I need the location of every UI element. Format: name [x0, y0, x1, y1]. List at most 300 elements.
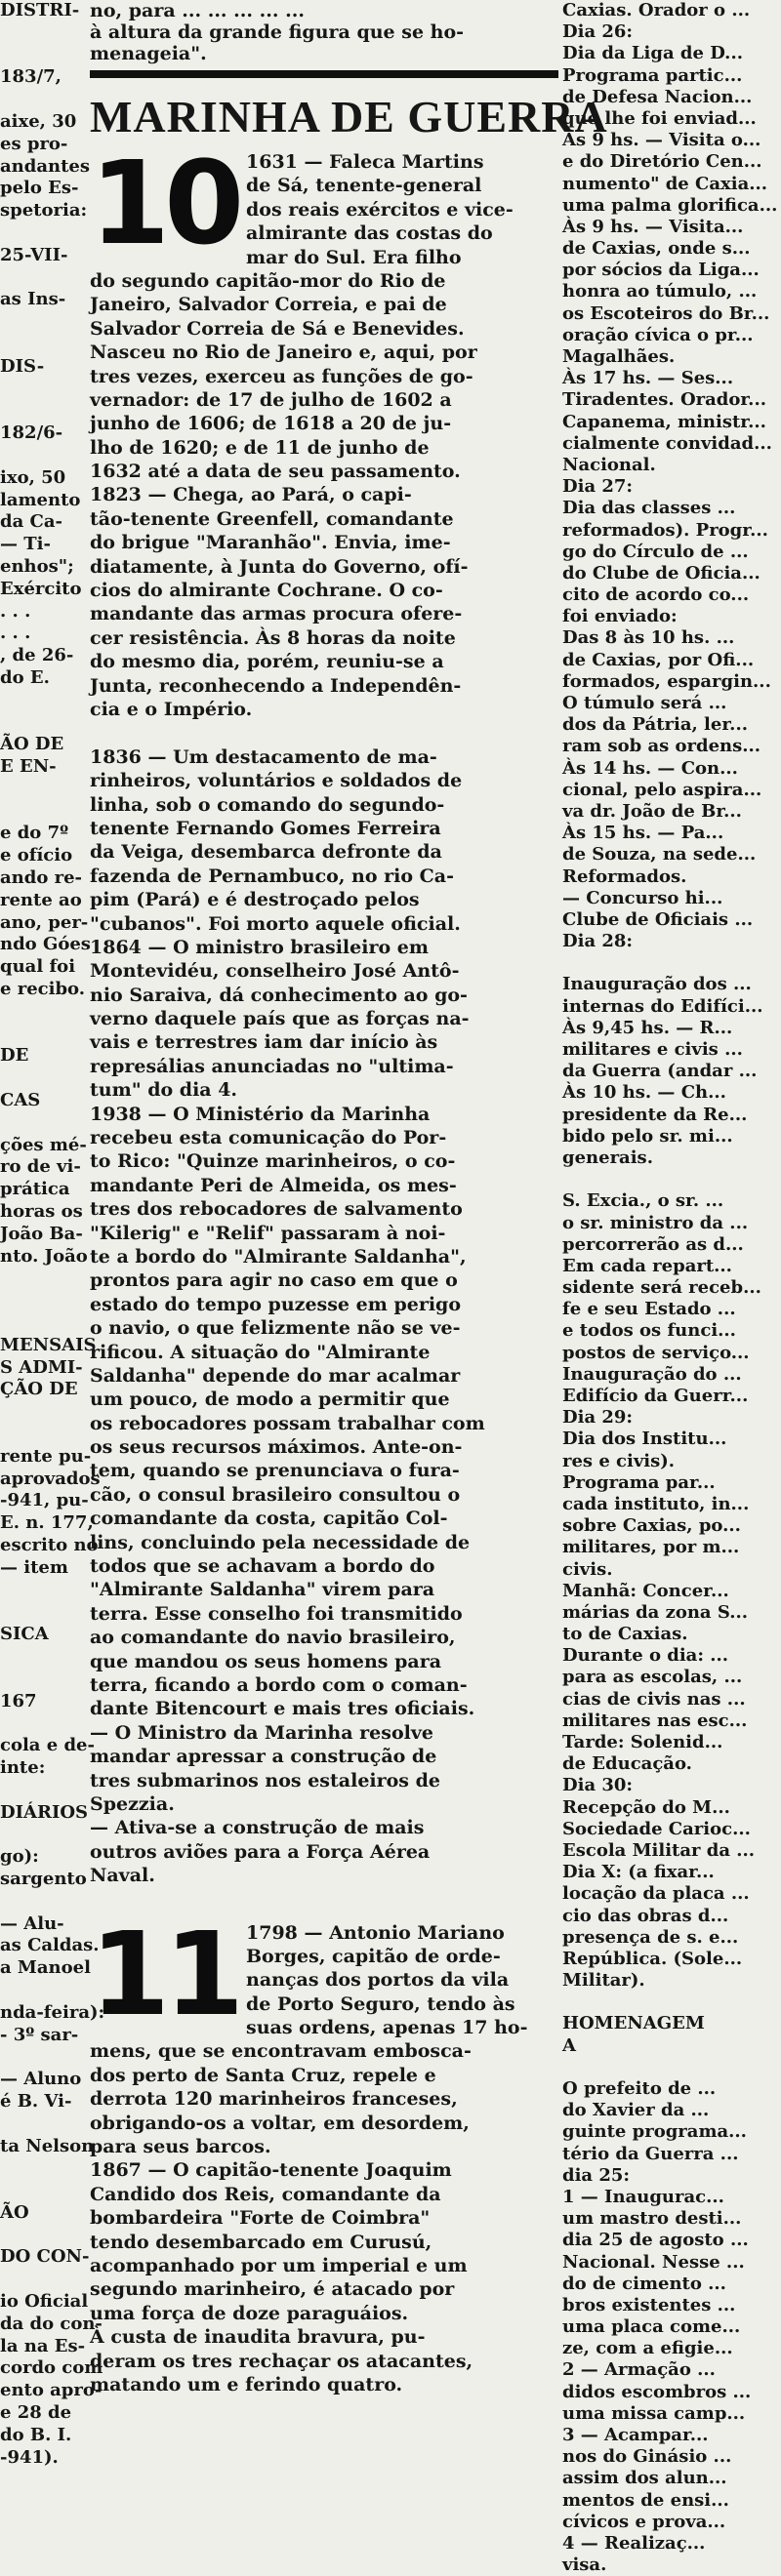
text-line: ndo Góes — [0, 934, 91, 955]
text-line: Magalhães. — [562, 346, 676, 367]
text-line: Borges, capitão de orde- — [246, 1945, 501, 1967]
text-line: de Caxias, por Ofi... — [562, 649, 755, 670]
text-line: E. n. 177, — [0, 1512, 94, 1534]
text-line: ixo, 50 — [0, 466, 66, 488]
text-line: almirante das costas do — [246, 222, 493, 245]
text-line: Naval. — [90, 1865, 155, 1887]
text-line: ro de vi- — [0, 1156, 81, 1178]
text-line: ÃO DE — [0, 734, 64, 755]
text-line: ano, per- — [0, 911, 89, 933]
text-line: cios do almirante Cochrane. O co- — [90, 580, 443, 602]
text-line: CAS — [0, 1090, 41, 1111]
text-line — [0, 2157, 82, 2180]
text-line: Spezzia. — [90, 1792, 175, 1815]
text-line: DE — [0, 1045, 29, 1067]
text-line: bros existentes ... — [562, 2294, 736, 2315]
text-line — [0, 2046, 82, 2069]
text-line: de Educação. — [562, 1753, 692, 1775]
text-line: bombardeira "Forte de Coimbra" — [90, 2207, 431, 2230]
text-line: derrota 120 marinheiros franceses, — [90, 2088, 458, 2111]
text-line: dante Bitencourt e mais tres oficiais. — [90, 1698, 475, 1720]
text-line — [0, 45, 82, 67]
text-line: te a bordo do "Almirante Saldanha", — [90, 1245, 467, 1268]
text-line: 183/7, — [0, 66, 62, 88]
text-line: nos do Ginásio ... — [562, 2446, 732, 2468]
text-line: E EN- — [0, 756, 57, 778]
text-line: todos que se achavam a bordo do — [90, 1555, 435, 1578]
text-line: O túmulo será ... — [562, 693, 727, 713]
text-line — [0, 1646, 82, 1669]
text-line: internas do Edifíci... — [562, 995, 763, 1017]
text-line: cão, o consul brasileiro consultou o — [90, 1483, 461, 1506]
text-line: - 3º sar- — [0, 2024, 79, 2045]
day-11-block — [90, 1906, 558, 2397]
text-line: mandante das armas procura ofere- — [90, 603, 463, 625]
text-line: ao comandante do navio brasileiro, — [90, 1627, 456, 1649]
text-line: do segundo capitão-mor do Rio de — [90, 269, 446, 292]
text-line: "Almirante Saldanha" virem para — [90, 1579, 435, 1601]
text-line: foi enviado: — [562, 606, 678, 627]
text-line: cívicos e prova... — [562, 2511, 726, 2532]
text-line: S. Excia., o sr. ... — [562, 1190, 724, 1212]
text-line: ÇÃO DE — [0, 1379, 78, 1400]
text-line: 167 — [0, 1690, 37, 1711]
text-line: didos escombros ... — [562, 2381, 752, 2402]
text-line: diatamente, à Junta do Governo, ofí- — [90, 555, 469, 578]
text-line: qual foi — [0, 956, 76, 978]
text-line: go): — [0, 1846, 39, 1868]
text-line: DISTRI- — [0, 0, 80, 20]
text-line: militares, por m... — [562, 1537, 740, 1558]
text-line — [0, 1424, 82, 1446]
text-line: DIÁRIOS — [0, 1801, 89, 1823]
text-line: 1823 — Chega, ao Pará, o capi- — [90, 484, 412, 506]
text-line: presidente da Re... — [562, 1104, 748, 1125]
text-line: — Concurso hi... — [562, 887, 723, 908]
text-line: para as escolas, ... — [562, 1667, 743, 1688]
text-line: -941). — [0, 2446, 59, 2468]
text-line — [562, 1992, 781, 2013]
text-line: . . . — [0, 600, 31, 622]
text-line: S ADMI- — [0, 1356, 83, 1378]
text-line: cada instituto, in... — [562, 1493, 750, 1514]
text-line: para seus barcos. — [90, 2136, 271, 2158]
text-line: da do con- — [0, 2313, 103, 2334]
text-line — [0, 311, 82, 334]
text-line: reformados). Progr... — [562, 519, 768, 541]
text-line: lins, concluindo pela necessidade de — [90, 1531, 471, 1553]
text-line: da Veiga, desembarca defronte da — [90, 841, 442, 864]
text-line: . . . — [0, 623, 31, 644]
text-line: fazenda de Pernambuco, no rio Ca- — [90, 865, 454, 887]
right-column-text — [562, 0, 781, 2576]
text-line: "cubanos". Foi morto aquele oficial. — [90, 912, 461, 935]
text-line: pelo Es- — [0, 178, 79, 199]
text-line: Caxias. Orador o ... — [562, 0, 751, 20]
text-line: vais e terrestres iam dar início às — [90, 1031, 438, 1054]
text-line: República. (Sole... — [562, 1948, 743, 1969]
text-line: — item — [0, 1556, 68, 1578]
text-line: cialmente convidad... — [562, 432, 772, 454]
text-line: mens, que se encontravam emboscа- — [90, 2040, 472, 2063]
text-line: tenente Fernando Gomes Ferreira — [90, 817, 441, 839]
text-line: assim dos alun... — [562, 2468, 727, 2489]
text-line: estado do tempo puzesse em perigo — [90, 1293, 461, 1315]
right-column — [562, 0, 781, 2576]
text-line: dos perto de Santa Cruz, repele e — [90, 2064, 436, 2086]
text-line: cito de acordo co... — [562, 584, 750, 606]
text-line: res e civis). — [562, 1450, 676, 1471]
text-line: Às 14 hs. — Con... — [562, 757, 738, 779]
text-line: Saldanha" depende do mar acalmar — [90, 1364, 461, 1387]
text-line: o sr. ministro da ... — [562, 1212, 749, 1233]
text-line: Clube de Oficiais ... — [562, 908, 754, 930]
text-line: oração cívica o pr... — [562, 324, 754, 345]
text-line — [0, 1580, 82, 1602]
text-line: os rebocadores possam trabalhar com — [90, 1412, 485, 1434]
text-line: 1867 — O capitão-tenente Joaquim — [90, 2159, 452, 2182]
text-line: recebeu esta comunicação do Por- — [90, 1127, 447, 1149]
text-line: uma força de doze paraguáios. — [90, 2302, 409, 2324]
text-line: dia 25 de agosto ... — [562, 2230, 749, 2251]
text-line: mandante Peri de Almeida, os mes- — [90, 1174, 457, 1196]
text-line: de Souza, na sede... — [562, 844, 757, 865]
text-line: verno daquele país que as forças na- — [90, 1008, 470, 1030]
text-line: — Aluno — [0, 2069, 82, 2090]
text-line: terra, ficando a bordo com o coman- — [90, 1674, 468, 1696]
text-line: locação da placa ... — [562, 1883, 750, 1905]
text-line: aixe, 30 — [0, 110, 77, 132]
text-line: ento apro- — [0, 2380, 103, 2401]
text-line: 2 — Armação ... — [562, 2359, 716, 2381]
text-line: João Ba- — [0, 1223, 83, 1244]
text-line — [0, 379, 82, 401]
text-line — [0, 1001, 82, 1024]
text-line: Dia 28: — [562, 931, 634, 952]
text-line: vernador: de 17 de julho de 1602 a — [90, 388, 452, 411]
text-line: nto. João — [0, 1245, 88, 1267]
text-line: inte: — [0, 1756, 46, 1778]
text-line: uma missa camp... — [562, 2402, 746, 2424]
text-line: 1798 — Antonio Mariano — [246, 1921, 505, 1944]
intro-text — [90, 0, 558, 64]
text-line: visa. — [562, 2555, 607, 2576]
text-line: O prefeito de ... — [562, 2078, 717, 2099]
text-line: e do 7º — [0, 823, 69, 844]
text-line: Militar). — [562, 1970, 645, 1992]
text-line: à altura da grande figura que se ho- — [90, 21, 465, 43]
text-line — [0, 334, 82, 356]
text-line: linha, sob o comando do segundo- — [90, 793, 445, 816]
text-line: sobre Caxias, po... — [562, 1515, 741, 1537]
text-line: ze, com a efigie... — [562, 2338, 733, 2359]
text-line: cer resistência. Às 8 horas da noite — [90, 626, 456, 649]
text-line: por sócios da Liga... — [562, 260, 760, 281]
text-line: Escola Militar da ... — [562, 1839, 756, 1861]
text-line: Dia 27: — [562, 476, 634, 498]
text-line: Junta, reconhecendo a Independên- — [90, 674, 462, 697]
text-line: Dia 29: — [562, 1407, 634, 1429]
text-line: ta Nelson — [0, 2135, 95, 2156]
text-line: é B. Vi- — [0, 2090, 72, 2112]
text-line: uma placa come... — [562, 2316, 741, 2338]
text-line: Nacional. Nesse ... — [562, 2251, 745, 2273]
text-line: nio Saraiva, dá conhecimento ao go- — [90, 984, 468, 1006]
text-line: tres submarinos nos estaleiros de — [90, 1769, 440, 1791]
text-line: tres dos rebocadores de salvamento — [90, 1198, 463, 1221]
text-line: — Alu- — [0, 1912, 64, 1934]
text-line: fe e seu Estado ... — [562, 1299, 736, 1320]
text-line: dia 25: — [562, 2164, 631, 2186]
text-line: Às 15 hs. — Pa... — [562, 823, 724, 844]
text-line: comandante da costa, capitão Col- — [90, 1508, 448, 1530]
text-line: tem, quando se prenunciava o fura- — [90, 1460, 460, 1482]
text-line: do E. — [0, 666, 50, 688]
text-line: 1631 — Faleca Martins — [246, 151, 484, 173]
text-line: do brigue "Maranhão". Envia, ime- — [90, 532, 451, 554]
text-line — [562, 2057, 781, 2078]
text-line: io Oficial — [0, 2291, 89, 2313]
text-line: do Clube de Oficia... — [562, 562, 760, 584]
text-line: ÃO — [0, 2201, 29, 2223]
text-line: Às 9 hs. — Visita o... — [562, 130, 761, 151]
text-line: escrito no — [0, 1534, 99, 1555]
text-line: e todos os funci... — [562, 1320, 736, 1342]
text-line — [0, 2225, 82, 2247]
text-line: militares e civis ... — [562, 1039, 743, 1060]
text-line: cordo com — [0, 2357, 103, 2379]
text-line: cias de civis nas ... — [562, 1688, 746, 1710]
text-line: da Guerra (andar ... — [562, 1061, 758, 1082]
text-line: — O Ministro da Marinha resolve — [90, 1721, 433, 1744]
text-line: Nacional. — [562, 454, 656, 475]
text-line: Salvador Correia de Sá e Benevides. — [90, 317, 465, 340]
text-line: no, para ... ... ... ... ... — [90, 0, 305, 21]
text-line — [0, 1980, 82, 2002]
text-line: Nasceu no Rio de Janeiro e, aqui, por — [90, 342, 477, 364]
text-line: MENSAIS — [0, 1334, 97, 1355]
text-line: Capanema, ministr... — [562, 411, 766, 432]
text-line: , de 26- — [0, 645, 74, 666]
day-10-text — [90, 136, 558, 1888]
text-line: SICA — [0, 1624, 49, 1645]
text-line: nda-feira): — [0, 2001, 105, 2023]
text-line: Às 10 hs. — Ch... — [562, 1082, 726, 1104]
text-line: ando re- — [0, 867, 83, 889]
text-line — [0, 1824, 82, 1846]
text-line: do de cimento ... — [562, 2273, 726, 2294]
text-line — [0, 1601, 82, 1624]
text-line: la na Es- — [0, 2335, 86, 2356]
text-line: 4 — Realizaç... — [562, 2532, 706, 2554]
text-line: Dia 30: — [562, 1775, 634, 1796]
text-line: Montevidéu, conselheiro José Antô- — [90, 960, 460, 983]
text-line: "Kilerig" e "Relif" passaram à noi- — [90, 1222, 446, 1244]
text-line: cio das obras d... — [562, 1905, 729, 1926]
text-line: prontos para agir no caso em que o — [90, 1269, 458, 1292]
text-line: cional, pelo aspira... — [562, 779, 762, 800]
text-line: a Manoel — [0, 1957, 91, 1979]
text-line — [562, 1169, 781, 1190]
text-line: tres vezes, exerceu as funções de go- — [90, 365, 473, 387]
text-line: do B. I. — [0, 2424, 72, 2445]
text-line: as Ins- — [0, 289, 66, 310]
text-line: as Caldas. — [0, 1935, 100, 1956]
text-line — [0, 445, 82, 467]
text-line — [0, 2113, 82, 2136]
text-line: acompanhado por um imperial e um — [90, 2254, 468, 2276]
text-line: presença de s. e... — [562, 1926, 739, 1948]
text-line: Dia 26: — [562, 21, 634, 43]
text-line: to Rico: "Quinze marinheiros, o co- — [90, 1150, 456, 1173]
text-line: dos reais exércitos e vice- — [246, 198, 514, 221]
text-line: um pouco, de modo a permitir que — [90, 1389, 450, 1411]
text-line: de Sá, tenente-general — [246, 175, 482, 197]
text-line: Edifício da Guerr... — [562, 1386, 749, 1406]
text-line: Candido dos Reis, comandante da — [90, 2183, 441, 2205]
text-line: Sociedade Carioc... — [562, 1818, 751, 1839]
text-line: que lhe foi enviad... — [562, 107, 757, 129]
text-line: mentos de ensi... — [562, 2489, 729, 2511]
text-line: andantes — [0, 155, 90, 177]
text-line: da Ca- — [0, 511, 62, 533]
text-line: obrigando-os a voltar, em desordem, — [90, 2112, 470, 2134]
text-line: — Ativa-se a construção de mais — [90, 1817, 425, 1839]
text-line: Recepção do M... — [562, 1796, 730, 1818]
text-line: sargento — [0, 1868, 87, 1889]
text-line — [0, 22, 82, 45]
text-line: spetoria: — [0, 200, 88, 221]
text-line: deram os tres rechaçar os atacantes, — [90, 2350, 473, 2372]
text-line: Em cada repart... — [562, 1255, 732, 1276]
text-line: uma palma glorifica... — [562, 194, 778, 216]
text-line — [0, 779, 82, 801]
text-line: enhos"; — [0, 555, 74, 577]
left-column — [0, 0, 105, 2468]
text-line: e recibo. — [0, 979, 85, 1000]
text-line: de Porto Seguro, tendo às — [246, 1992, 515, 2015]
text-line: percorrerão as d... — [562, 1233, 744, 1255]
text-line: Programa partic... — [562, 64, 743, 86]
text-line: tério da Guerra ... — [562, 2143, 739, 2164]
text-line: do Xavier da ... — [562, 2100, 710, 2121]
text-line: Às 17 hs. — Ses... — [562, 368, 734, 389]
text-line: rinheiros, voluntários e soldados de — [90, 770, 463, 792]
text-line: um mastro desti... — [562, 2208, 742, 2230]
text-line: matando um e ferindo quatro. — [90, 2373, 403, 2395]
text-line: Às 9,45 hs. — R... — [562, 1017, 733, 1038]
text-line — [562, 952, 781, 974]
text-line: Dia dos Institu... — [562, 1429, 727, 1450]
text-line: Reformados. — [562, 865, 687, 887]
text-line: pim (Pará) e é destroçado pelos — [90, 889, 420, 911]
text-line: aprovados — [0, 1468, 101, 1489]
text-line — [0, 1067, 82, 1090]
text-line: honra ao túmulo, ... — [562, 281, 758, 302]
text-line: dos da Pátria, ler... — [562, 714, 748, 736]
text-line: márias da zona S... — [562, 1601, 749, 1623]
text-line: -941, pu- — [0, 1490, 89, 1511]
text-line: Dia da Liga de D... — [562, 43, 743, 64]
text-line: tendo desembarcado em Curusú, — [90, 2231, 432, 2253]
text-line: Tiradentes. Orador... — [562, 389, 766, 411]
text-line: cola e de- — [0, 1735, 95, 1756]
text-line: Manhã: Concer... — [562, 1580, 729, 1601]
text-line: ram sob as ordens... — [562, 736, 761, 757]
text-line: segundo marinheiro, é atacado por — [90, 2278, 455, 2301]
text-line: HOMENAGEM — [562, 2013, 705, 2034]
text-line — [0, 712, 82, 735]
text-line: 1632 até a data de seu passamento. — [90, 461, 461, 483]
text-line — [0, 2180, 82, 2202]
left-column-text — [0, 0, 105, 2469]
text-line: civis. — [562, 1558, 613, 1580]
text-line: militares nas esc... — [562, 1710, 748, 1731]
text-line: Às 9 hs. — Visita... — [562, 216, 744, 237]
text-line: 1836 — Um destacamento de ma- — [90, 745, 437, 768]
text-line: e ofício — [0, 845, 73, 866]
day-number-11: 11 — [90, 1906, 239, 2041]
text-line: Programa par... — [562, 1471, 716, 1493]
text-line: suas ordens, apenas 17 ho- — [246, 2017, 528, 2039]
text-line: cia e o Império. — [90, 698, 253, 720]
text-line — [0, 1891, 82, 1913]
text-line: os seus recursos máximos. Ante-on- — [90, 1436, 463, 1459]
text-line: rificou. A situação do "Almirante — [90, 1341, 431, 1363]
text-line: go do Círculo de ... — [562, 541, 749, 562]
text-line — [0, 1712, 82, 1735]
text-line — [0, 801, 82, 824]
text-line: rente pu- — [0, 1445, 92, 1467]
section-divider — [90, 70, 558, 78]
text-line — [0, 1290, 82, 1312]
text-line: lamento — [0, 489, 81, 510]
text-line: mandar apressar a construção de — [90, 1746, 437, 1768]
text-line: Inauguração dos ... — [562, 974, 752, 995]
text-line: mar do Sul. Era filho — [246, 246, 462, 268]
text-line: formados, espargin... — [562, 670, 771, 692]
text-line — [0, 89, 82, 111]
text-line: Dia X: (a fixar... — [562, 1862, 715, 1883]
text-line: Tarde: Solenid... — [562, 1732, 723, 1752]
text-line: junho de 1606; de 1618 a 20 de ju- — [90, 413, 452, 435]
text-line: lho de 1620; e de 11 de junho de — [90, 436, 430, 459]
text-line: horas os — [0, 1201, 83, 1223]
text-line: os Escoteiros do Br... — [562, 302, 770, 324]
text-line — [0, 1312, 82, 1335]
text-line: Inauguração do ... — [562, 1363, 742, 1385]
text-line: represálias anunciadas no "ultima- — [90, 1055, 454, 1077]
text-line: e 28 de — [0, 2402, 72, 2424]
text-line — [0, 1024, 82, 1046]
text-line: tum" do dia 4. — [90, 1079, 238, 1102]
day-number-10: 10 — [90, 136, 239, 270]
text-line: 1864 — O ministro brasileiro em — [90, 936, 429, 958]
text-line: e do Diretório Cen... — [562, 151, 762, 173]
text-line: À custa de inaudita bravura, pu- — [90, 2326, 426, 2349]
text-line — [0, 1780, 82, 1802]
text-line: de Defesa Nacion... — [562, 86, 753, 107]
text-line: 3 — Acampar... — [562, 2425, 709, 2445]
text-line: Das 8 às 10 hs. ... — [562, 627, 735, 649]
text-line — [0, 690, 82, 712]
text-line: menageia". — [90, 43, 207, 64]
text-line: de Caxias, onde s... — [562, 238, 751, 260]
text-line: ções mé- — [0, 1134, 87, 1155]
text-line — [0, 267, 82, 290]
text-line: prática — [0, 1179, 70, 1200]
text-line — [0, 222, 82, 245]
